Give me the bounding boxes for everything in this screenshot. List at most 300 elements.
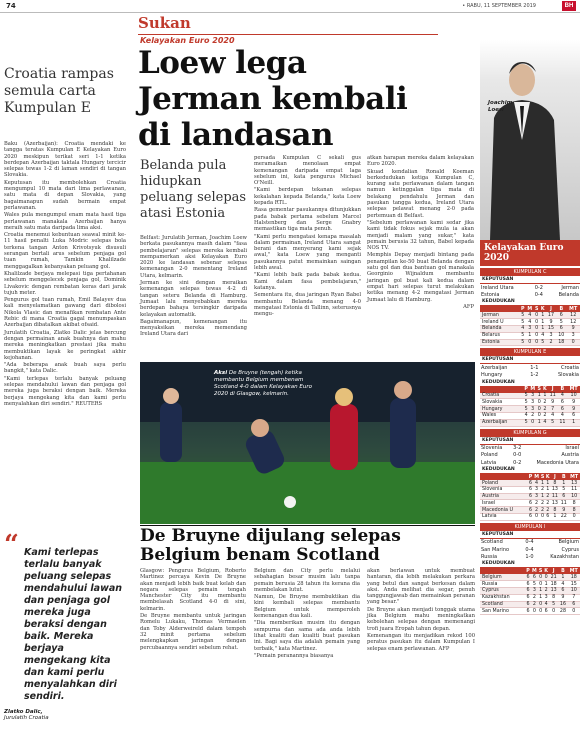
standings-table [480, 474, 580, 521]
issue-date: • RABU, 11 SEPTEMBER 2019 [462, 3, 536, 9]
results-table [480, 284, 580, 298]
standings-cell: 18 [556, 339, 566, 346]
standings-cell: Kazakhstan [480, 594, 525, 601]
result-cell: Latvia [481, 459, 497, 466]
result-cell: Kazakhstan [550, 553, 579, 560]
main-headline: Loew lega Jerman kembali di landasan [138, 45, 408, 153]
standings-cell: 0 [535, 514, 539, 520]
paragraph: "Kami perlu mengatasi kenapa masalah dalam permainan, Ireland Utara sangat berani dan menyerang kami sejak awal," kata Loew yang menganti pasukannya patut memainkan saingan lebih awal. [254, 233, 361, 272]
standings-cell: 0 [539, 608, 543, 614]
standings-row [480, 500, 580, 507]
standings-cell: 1 [541, 494, 545, 500]
standings-cell: 3 [544, 595, 548, 601]
standings-cell: Austria [480, 493, 528, 500]
standings-label: KEDUDUKAN [480, 560, 580, 568]
standings-cell: 0 [537, 413, 541, 419]
standings-cell: 3 [529, 399, 537, 406]
standings-cell: Russia [480, 581, 525, 588]
standings-cell: 6 [529, 507, 533, 513]
standings-cell: 6 [558, 406, 568, 413]
standings-cell: 1 [558, 574, 567, 580]
standings-header-cell: P [528, 474, 533, 480]
standings-table [480, 306, 580, 346]
standings-cell: 11 [551, 494, 558, 500]
results-label: KEPUTUSAN [480, 276, 580, 284]
standings-cell: 6 [529, 494, 533, 500]
standings-cell: Wales [480, 413, 523, 420]
standings-cell: 1 [537, 420, 541, 426]
standings-row [480, 413, 580, 420]
standings-cell: 2 [531, 594, 538, 601]
standings-cell: 4 [541, 333, 545, 339]
result-cell: 0-4 [525, 546, 534, 553]
standings-cell: 7 [548, 406, 558, 413]
standings-panel [480, 240, 580, 615]
results-label: KEPUTUSAN [480, 437, 580, 445]
result-cell: Jerman [561, 284, 579, 291]
standings-cell: 0 [537, 399, 541, 405]
standings-cell: 9 [546, 319, 556, 326]
results-table [480, 539, 580, 561]
standings-row [480, 419, 580, 426]
result-cell: Scotland [481, 539, 503, 546]
left-story-body [4, 141, 126, 408]
standings-cell: 6 [556, 325, 566, 332]
standings-cell: 2 [535, 500, 539, 506]
standings-cell: 5 [524, 393, 528, 399]
standings-cell: Jerman [480, 312, 520, 318]
standings-cell: 6 [526, 574, 530, 580]
result-row [480, 553, 580, 560]
result-cell: 0-2 [534, 284, 543, 291]
results-table [480, 364, 580, 378]
standings-cell: Scotland [480, 601, 525, 608]
standings-cell: 3 [566, 332, 580, 339]
story2-col-2 [254, 568, 360, 660]
paragraph: Wales pula mengumpul enam mata hasil tiga perlawanan manakala Azerbaijan hanya meraih satu mata daripada lima aksi. [4, 212, 126, 231]
paragraph: "Kami berdepan tekanan selepas kekalahan kepada Belanda," kata Loew kepada RTL. [254, 187, 361, 207]
standings-cell: 3 [531, 587, 538, 594]
standings-cell: 2 [543, 406, 547, 412]
standings-cell: 2 [544, 588, 548, 594]
standings-cell: Ireland U [480, 319, 520, 326]
standings-cell: 5 [549, 601, 558, 608]
standings-cell: 0 [549, 608, 558, 615]
paragraph: Jerman ke sini dengan meraikan kemenangan selepas tewas 4-2 di tangan seteru Belanda di Hamburg. Jumaat lalu menyebabkan mereka berdepan bahaya tersingkir daripada kelayakan automatik. [140, 280, 247, 318]
standings-cell: 6 [558, 587, 567, 594]
standings-cell: 9 [559, 507, 568, 514]
section-title: Sukan [138, 14, 191, 32]
standings-row [480, 507, 580, 514]
standings-cell: 2 [546, 500, 550, 506]
standings-header-cell: P [524, 387, 528, 393]
standings-cell: 13 [551, 487, 558, 493]
standings-cell: 6 [526, 588, 530, 594]
standings-cell: 2 [541, 487, 545, 493]
result-cell: Belanda [558, 291, 579, 298]
standings-cell: 8 [549, 594, 558, 601]
standings-cell: Azerbaijan [480, 419, 523, 426]
standings-cell: 9 [566, 325, 580, 332]
standings-cell: 6 [526, 601, 530, 607]
result-cell: Macedonia Utara [536, 459, 579, 466]
pull-quote-text: Kami terlepas terlalu banyak peluang selepas mendahului lawan dan penjaga gol mereka juga beraksi dengan baik. Mereka berjaya mengekang kita dan kami perlu menyalahkan diri sendiri. [24, 547, 123, 702]
standings-header-cell: S [537, 387, 541, 393]
paragraph: Belgium dan City perlu melalui sebahagian besar musim lalu tanpa pemain berusia 28 tahun itu kerana dia membelakan lutut. [254, 568, 360, 593]
standings-cell: 0 [537, 406, 541, 412]
standings-header-cell: J [546, 306, 556, 312]
paragraph: Keputusan itu membolehkan Croatia mengumpul 10 mata dari lima perlawanan, satu mata di depan Slovakia, yang bagaimanapun sudah bermain empat perlawanan. [4, 179, 126, 211]
standings-cell: 2 [541, 500, 545, 506]
standings-header-cell: MT [567, 387, 580, 393]
standings-row [480, 480, 580, 486]
standings-cell: 22 [560, 514, 567, 520]
standings-cell: 0 [539, 574, 543, 580]
standings-row [480, 339, 580, 346]
standings-cell: 16 [559, 601, 567, 607]
standings-cell: 6 [567, 413, 580, 420]
standings-cell: 1 [539, 588, 543, 594]
result-cell: 0-4 [534, 291, 543, 298]
paragraph: Belfast: Jurulatih Jerman, Joachim Loew berkata pasukannya masih dalam "fasa pembelajaran" selepas mereka kembali mempamerkan aksi Kelayakan Euro 2020 ke landasan sebenar selepas kemenangan 2-0 menentang Ireland Utara, kelmarin. [140, 235, 247, 279]
standings-cell: 1 [559, 480, 568, 486]
standings-cell: 1 [526, 332, 534, 339]
match-photo-caption [214, 370, 324, 398]
standings-cell: Latvia [480, 514, 528, 521]
standings-cell: 8 [568, 500, 580, 507]
standings-cell: Hungary [480, 406, 523, 413]
quote-mark-icon: “ [4, 530, 19, 560]
standings-row [480, 581, 580, 588]
result-cell: Cyprus [561, 546, 579, 553]
results-label: KEPUTUSAN [480, 531, 580, 539]
standings-cell: 1 [539, 595, 543, 601]
standings-cell: 6 [526, 608, 530, 614]
left-story-headline: Croatia rampas semula carta Kumpulan E [4, 66, 114, 116]
result-row [480, 539, 580, 546]
standings-cell: 10 [567, 393, 580, 399]
standings-cell: 4 [521, 326, 525, 332]
story2-col-3 [367, 568, 475, 653]
caption-lead: Aksi [214, 370, 228, 376]
result-cell: Hungary [481, 372, 503, 379]
standings-cell: 11 [568, 486, 580, 493]
paragraph: Rasa gementar pasukannya ditunjukkan pada babak pertama sebelum Marcel Halstenberg dan Serge Gnabry memastikan tiga mata penuh. [254, 207, 361, 233]
paragraph: Skuad kendalian Ronald Koeman berkedudukan ketiga Kumpulan C, kurang satu perlawanan dalam tangan namun ketinggalan tiga mata di belakang pendahulu Jerman dan pasukan tangga kedua, Ireland Utara selepas pelawat menang 2-0 pada pertemuan di Belfast. [367, 168, 474, 219]
standings-cell: 6 [568, 601, 580, 608]
standings-cell: 1 [541, 319, 545, 325]
standings-cell: 5 [524, 399, 528, 405]
standings-cell: 0 [566, 339, 580, 346]
standings-cell: 5 [548, 419, 558, 426]
result-row [480, 459, 580, 466]
standings-cell: 13 [551, 500, 558, 506]
main-story-subhead: Belanda pula hidupkan peluang selepas atasi Estonia [140, 158, 247, 221]
pull-quote-attribution [4, 709, 129, 721]
standings-header-cell: J [548, 387, 558, 393]
standings-cell: 0 [541, 514, 545, 520]
result-row [480, 546, 580, 553]
standings-cell: 5 [559, 486, 568, 493]
standings-row [480, 332, 580, 339]
standings-cell: Croatia [480, 393, 523, 399]
main-story-col-3 [367, 155, 474, 311]
paragraph: persada Kumpulan C sekali gus meramaikan menolaan empat kemenangan daripada empat laga sebelum ini, kata pengurus Michael O'Neill. [254, 155, 361, 187]
standings-header-cell: S [534, 306, 539, 312]
standings-cell: 4 [558, 393, 568, 399]
coach-figure-icon [480, 40, 580, 240]
standings-cell: 0 [535, 333, 539, 339]
standings-cell: 12 [566, 319, 580, 326]
standings-cell: 5 [521, 333, 525, 339]
standings-cell: 1 [537, 393, 541, 399]
paragraph: "Kami lebih baik pada babak kedua. Kami dalam fasa pembelajaran," katanya. [254, 272, 361, 291]
standings-cell: Slovakia [480, 399, 523, 406]
standings-cell: 15 [568, 581, 580, 588]
standings-cell: 1 [546, 480, 550, 486]
standings-row [480, 319, 580, 326]
standings-header-cell: P [526, 568, 530, 574]
standings-cell: 0 [568, 608, 580, 615]
standings-row [480, 493, 580, 500]
standings-cell: 0 [535, 312, 539, 318]
standings-cell: Belgium [480, 574, 525, 580]
result-row [480, 452, 580, 459]
standings-cell: 9 [567, 399, 580, 406]
result-cell: 3-2 [513, 445, 522, 452]
standings-cell: Slovenia [480, 486, 528, 493]
paragraph: "Ada beberapa anak buah saya perlu bangkit," kata Dalic. [4, 362, 126, 375]
standings-row [480, 399, 580, 406]
result-cell: Slovakia [558, 372, 579, 379]
result-cell: Austria [561, 452, 579, 459]
standings-cell: 2 [543, 413, 547, 419]
main-story-col-1 [140, 235, 247, 339]
result-cell: Poland [481, 452, 498, 459]
standings-cell: 21 [550, 574, 557, 580]
standings-cell: 1 [541, 480, 545, 486]
standings-cell: 2 [546, 339, 556, 346]
paragraph: akan berlawan untuk membuat hantaran, dia lebih melakukan perkara yang betul dan sangat berkesan dalam aksi. Anda melihat dia segar, penuh tanggungjawab dan memainkan peranan yang besar." [367, 568, 475, 606]
pull-quote [4, 530, 129, 721]
standings-cell: Macedonia U [480, 507, 528, 514]
standings-header-cell: S [538, 568, 543, 574]
paragraph: Pengurus gol tuan rumah, Emil Balayev dua kali menyelamatkan gawang dari dibolosi Nikola Vlasic dan menafikan rembatan Ante Rebic di mana Croatia gagal menumpaskan Azerbaijan dibatalkan akibat ofsaid. [4, 297, 126, 329]
standings-cell: 4 [558, 581, 567, 588]
group-header: KUMPULAN I [480, 523, 580, 531]
standings-cell: 0 [544, 574, 548, 580]
paragraph: atkan harapan mereka dalam kelayakan Euro 2020. [367, 155, 474, 168]
standings-cell: 6 [529, 480, 533, 486]
standings-cell: 5 [521, 339, 525, 345]
standings-row [480, 406, 580, 413]
standings-cell: 2 [546, 507, 550, 513]
standings-cell: 3 [529, 393, 537, 399]
results-table [480, 445, 580, 467]
standings-row [480, 486, 580, 493]
paragraph: Jurulatih Croatia, Zlatko Dalic jelas bercung dengan permainan anak buahnya dan mahu mereka meningkatkan prestasi jika mahu membuktikan layak ke peringkat akhir kejohanan. [4, 329, 126, 361]
paragraph: Namun, De Bruyne membuktikan dia kini kembali selepas membantu Belgium untuk memperoleh kemenangan dua kali. [254, 594, 360, 620]
standings-cell: 11 [549, 393, 556, 399]
standings-cell: 0 [526, 339, 534, 346]
standings-cell: 0 [531, 608, 538, 615]
result-cell: Israel [565, 445, 579, 452]
standings-header-cell: B [558, 387, 568, 393]
standings-cell: 0 [539, 601, 543, 607]
standings-cell: Cyprus [480, 587, 525, 594]
standings-header-cell: M [534, 474, 539, 480]
standings-header-cell: K [543, 387, 547, 393]
standings-row [480, 594, 580, 601]
standings-cell: 3 [535, 487, 539, 493]
paragraph: Khalilzade berjaya melepasi tiga pertahanan sebelum menggelecek penjaga gol, Dominik Livakovic dengan rembatan keras dari jarak tujuh meter. [4, 270, 126, 296]
group-header: KUMPULAN G [480, 429, 580, 437]
standings-header-cell: P [520, 306, 525, 312]
standings-cell: 18 [550, 581, 557, 587]
standings-cell: Israel [480, 500, 528, 507]
caption-text: De Bruyne (tengah) ketika membantu Belgium membenam Scotland 4-0 dalam Kelayakan Euro 2020 di Glasgow, kelmarin. [214, 370, 312, 397]
main-story-col-2 [254, 155, 361, 318]
standings-cell: 6 [526, 595, 530, 601]
standings-cell: 4 [558, 413, 568, 420]
result-cell: 1-2 [530, 372, 539, 379]
standings-cell: Estonia [480, 339, 520, 346]
standings-cell: 5 [524, 420, 528, 426]
standings-header-cell: S [540, 474, 545, 480]
coach-photo-caption: Joachim Loew [488, 100, 513, 113]
result-cell: Ireland Utara [481, 284, 514, 291]
standings-cell: 4 [526, 312, 534, 318]
standings-cell: 10 [556, 332, 566, 339]
standings-cell: 3 [526, 325, 534, 332]
standings-cell: 9 [558, 594, 567, 601]
paragraph: Kemenangan itu menjadikan rekod 100 peratus pasukan itu dalam Kumpulan I selepas enam perlawanan. AFP [367, 632, 475, 652]
standings-header-cell: MT [568, 568, 580, 574]
standings-cell: 6 [529, 514, 533, 520]
paragraph: Baku (Azerbaijan): Croatia mendaki ke tangga teratas Kumpulan E Kelayakan Euro 2020 meskipun terikat seri 1-1 ketika berdepan Azerbaijan taktala Hungary tercicir selepas tewas 1-2 di laman sendiri di tangan Slovakia. [4, 141, 126, 179]
standings-cell: 5 [541, 339, 545, 345]
standings-cell: 11 [560, 500, 567, 506]
result-row [480, 371, 580, 378]
standings-cell: 4 [543, 420, 547, 426]
standings-cell: 1 [543, 393, 547, 399]
quote-role: Jurulatih Croatia [4, 715, 49, 721]
standings-header-cell: M [530, 387, 536, 393]
story2-col-1 [140, 568, 246, 652]
result-cell: Estonia [481, 291, 500, 298]
standings-cell: 5 [521, 312, 525, 318]
standings-header-cell: K [545, 474, 550, 480]
standings-cell: 3 [529, 406, 537, 413]
result-cell: San Marino [481, 546, 510, 553]
standings-cell: 2 [541, 507, 545, 513]
coach-photo [480, 40, 580, 240]
standings-header-cell: K [540, 306, 545, 312]
standings-cell: 4 [526, 319, 534, 326]
standings-cell: 6 [529, 487, 533, 493]
standings-cell: 4 [524, 413, 528, 419]
standings-header-cell: K [544, 568, 548, 574]
standings-header-cell: J [549, 568, 558, 574]
standings-cell: 0 [529, 419, 537, 426]
standings-groups [480, 268, 580, 615]
page-number: 74 [6, 2, 16, 10]
paragraph: "Dia memberikan musim itu dengan sempurna dan sama ada anda lebih lihat kualiti dan kualiti buat pasukan ini. Bagi saya dia adalah pemain yang terbaik," kata Martinez. [254, 620, 360, 652]
result-cell: 0-0 [513, 452, 522, 459]
standings-cell: 2 [531, 601, 538, 608]
standings-header-cell: MT [570, 474, 579, 480]
standings-cell: 17 [546, 312, 556, 318]
standings-title: Kelayakan Euro 2020 [480, 240, 580, 266]
standings-cell: 9 [567, 406, 580, 413]
result-cell: Azerbaijan [481, 364, 508, 371]
results-label: KEPUTUSAN [480, 356, 580, 364]
standings-cell: 2 [535, 507, 539, 513]
standings-header-cell: M [531, 568, 537, 574]
standings-cell: 6 [526, 581, 530, 587]
result-cell: Croatia [561, 364, 579, 371]
standings-label: KEDUDUKAN [480, 379, 580, 387]
standings-cell: 10 [568, 587, 580, 594]
standings-cell: 4 [544, 601, 548, 607]
standings-cell: 5 [531, 581, 538, 588]
paragraph: Bagaimanapun, kemenangan itu menyaksikan mereka memendang Ireland Utara dari [140, 318, 247, 338]
standings-row [480, 325, 580, 332]
standings-cell: 1 [541, 326, 545, 332]
standings-cell: 0 [539, 581, 543, 587]
result-row [480, 445, 580, 452]
standings-header-cell: J [550, 474, 559, 480]
standings-cell: 11 [559, 420, 566, 426]
kicker: Kelayakan Euro 2020 [140, 36, 235, 45]
standings-cell: 0 [535, 319, 539, 325]
standings-cell: 3 [546, 332, 556, 339]
standings-row [480, 587, 580, 594]
standings-cell: 1 [541, 312, 545, 318]
standings-table [480, 387, 580, 427]
publication-logo: BH [562, 1, 576, 11]
standings-cell: 0 [568, 514, 580, 521]
standings-cell: 6 [531, 574, 538, 580]
paragraph: "Sebelum perlawanan kami sedar jika kami tidak fokus sejak mula ia akan menjadi malam yang sukar," kata pemain berusia 32 tahun, Babel kepada NOS TV. [367, 219, 474, 252]
standings-header-cell: B [558, 568, 567, 574]
standings-cell: 1 [550, 514, 559, 521]
result-row [480, 284, 580, 291]
standings-cell: 2 [529, 413, 537, 420]
standings-cell: 2 [546, 494, 550, 500]
paragraph: De Bruyne akan menjadi tonggak utama jika Belgium mahu meningkatkan kebolehan selepas dengan memenangi trofi juara Eropah tahun depan. [367, 606, 475, 632]
standings-header-cell: B [559, 474, 568, 480]
story2-headline: De Bruyne dijulang selepas Belgium benam Scotland [140, 526, 401, 565]
result-cell: 1-1 [530, 364, 539, 371]
group-header: KUMPULAN E [480, 348, 580, 356]
standings-cell: 8 [550, 507, 559, 514]
standings-cell: 1 [546, 487, 550, 493]
standings-cell: 5 [556, 319, 566, 326]
standings-cell: 9 [548, 399, 558, 406]
group-header: KUMPULAN C [480, 268, 580, 276]
standings-cell: 6 [558, 399, 568, 406]
standings-header-cell: M [527, 306, 533, 312]
standings-cell: 15 [546, 325, 556, 332]
standings-label: KEDUDUKAN [480, 298, 580, 306]
header-rule [0, 12, 580, 13]
standings-cell: 2 [543, 399, 547, 405]
standings-cell: 3 [535, 494, 539, 500]
standings-row [480, 608, 580, 615]
result-cell: 0-4 [525, 539, 534, 546]
standings-cell: 0 [535, 326, 539, 332]
